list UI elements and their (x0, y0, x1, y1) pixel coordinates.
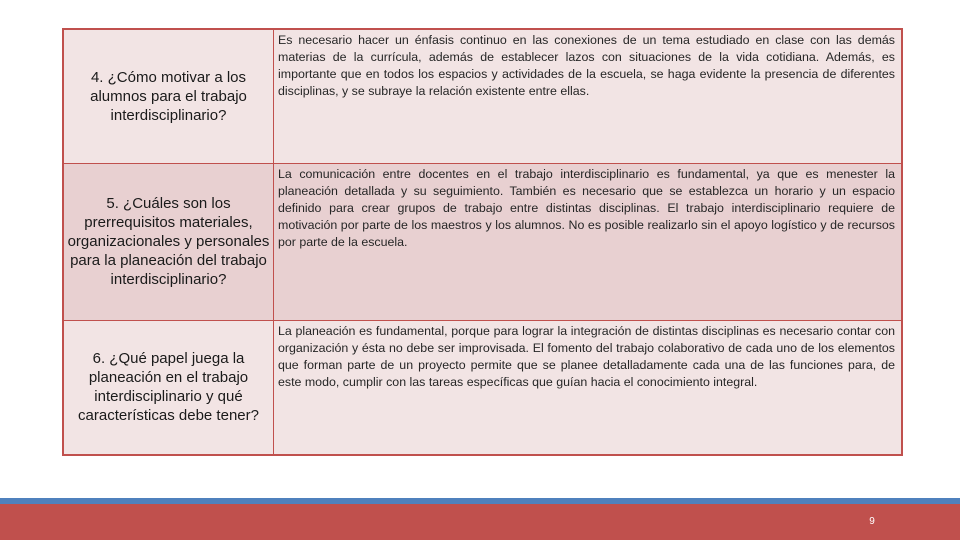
answer-cell: Es necesario hacer un énfasis continuo en las conexiones de un tema estudiado en clase con las demás materias de la currícula, además de establecer lazos con situaciones de la vida cotidiana. Además, es importante que en todos los espacios y actividades de la escuela, se haga evidente la presencia de diferentes disciplinas, y se subraye la relación existente entre ellas. (274, 29, 903, 163)
page-number: 9 (869, 516, 875, 527)
question-cell: 6. ¿Qué papel juega la planeación en el trabajo interdisciplinario y qué características debe tener? (63, 320, 274, 455)
footer-bar (0, 504, 960, 540)
answer-cell: La planeación es fundamental, porque para lograr la integración de distintas disciplinas es necesario contar con organización y ésta no debe ser improvisada. El fomento del trabajo colaborativo de cada uno de los elementos que forman parte de un proyecto permite que se planee detalladamente cada una de las funciones para, de este modo, cumplir con las tareas específicas que guían hacia el conocimiento integral. (274, 320, 903, 455)
table-row (63, 163, 902, 320)
question-cell: 4. ¿Cómo motivar a los alumnos para el trabajo interdisciplinario? (63, 29, 274, 163)
qa-table (62, 28, 903, 456)
question-cell: 5. ¿Cuáles son los prerrequisitos materiales, organizacionales y personales para la planeación del trabajo interdisciplinario? (63, 163, 274, 320)
answer-cell: La comunicación entre docentes en el trabajo interdisciplinario es fundamental, ya que es menester la planeación detallada y su seguimiento. También es necesario que se establezca un horario y un espacio definido para crear grupos de trabajo entre distintas disciplinas. El trabajo interdisciplinario requiere de motivación por parte de los maestros y los alumnos. No es posible realizarlo sin el apoyo logístico y de recursos por parte de la escuela. (274, 163, 903, 320)
table-row (63, 29, 902, 163)
table-row (63, 320, 902, 455)
